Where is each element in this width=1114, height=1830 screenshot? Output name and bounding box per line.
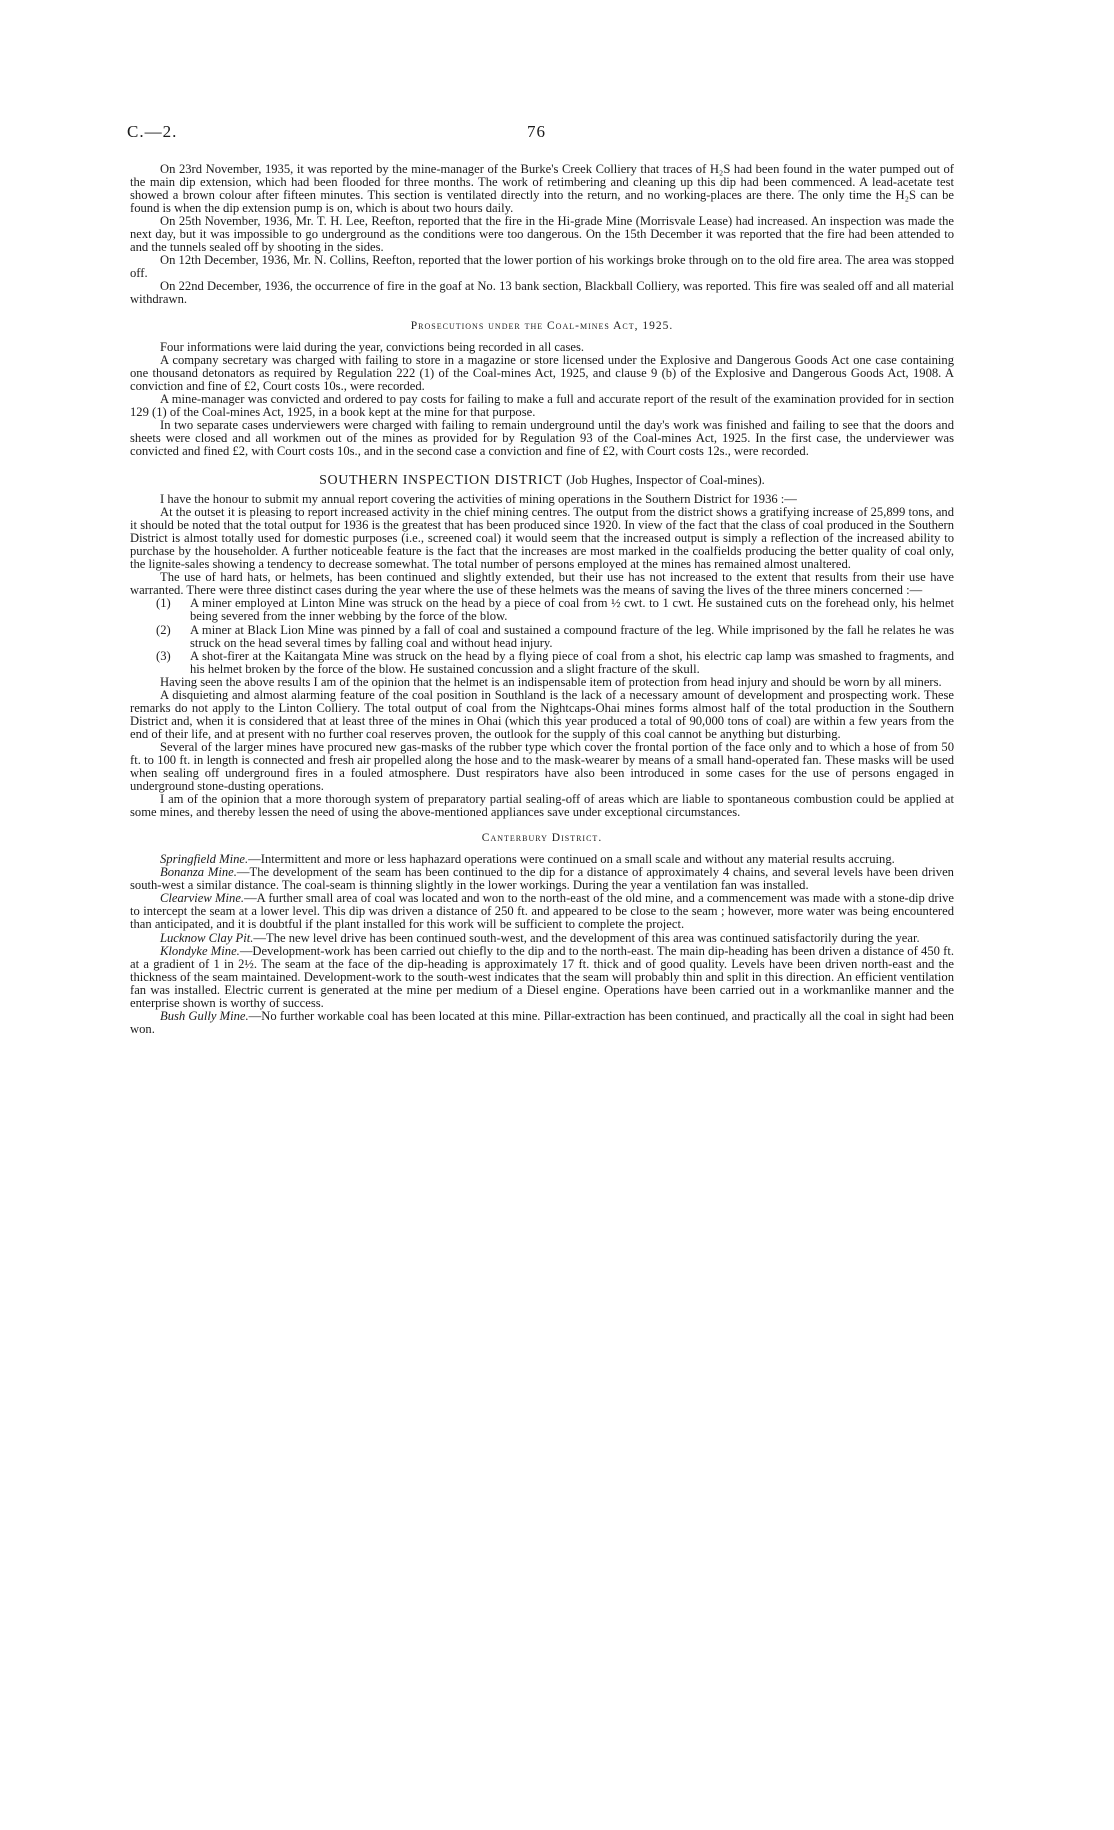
page-number: 76 bbox=[527, 122, 546, 141]
mine-report bbox=[130, 1010, 954, 1036]
paragraph: At the outset it is pleasing to report increased activity in the chief mining centres. The output from the district shows a gratifying increase of 25,899 tons, and it should be noted that the total output for 1936 is the greatest that has been produced since 1920. In view of the fact that the class of coal produced in the Southern District is almost totally used for domestic purposes (i.e., screened coal) it would seem that the increased output is simply a reflection of the increased ability to purchase by the householder. A further noticeable feature is the fact that the increases are most marked in the coalfields producing the better quality of coal only, the lignite-sales showing a tendency to decrease somewhat. The total number of persons employed at the mines has remained almost unaltered. bbox=[130, 505, 954, 572]
numbered-case bbox=[156, 648, 954, 676]
paragraph: I have the honour to submit my annual report covering the activities of mining operations in the Southern District for 1936 :— bbox=[160, 492, 797, 507]
paragraph: Four informations were laid during the year, convictions being recorded in all cases. bbox=[160, 339, 585, 354]
section-heading: Prosecutions under the Coal-mines Act, 1925. bbox=[410, 319, 674, 332]
mine-name: Springfield Mine. bbox=[160, 852, 249, 867]
numbered-case bbox=[156, 622, 954, 650]
mine-report-text: —The new level drive has been continued south-west, and the development of this area was continued satisfactorily during the year. bbox=[253, 930, 920, 945]
document-body bbox=[130, 163, 954, 1036]
paragraph: On 23rd November, 1935, it was reported by the mine-manager of the Burke's Creek Colliery that traces of H₂S had been found in the water pumped out of the main dip extension, which had been flooded for three months. The work of retimbering and cleaning up this dip had been commenced. A lead-acetate test showed a brown colour after fifteen minutes. This section is ventilated directly into the return, and no working-places are there. The only time the H₂S can be found is when the dip extension pump is on, which is about two hours daily. bbox=[130, 162, 954, 216]
case-text: A shot-firer at the Kaitangata Mine was struck on the head by a flying piece of coal from a shot, his electric cap lamp was smashed to fragments, and his helmet broken by the force of the blow. He sustained concussion and a slight fracture of the skull. bbox=[190, 648, 954, 676]
case-text: A miner employed at Linton Mine was struck on the head by a piece of coal from ½ cwt. to 1 cwt. He sustained cuts on the forehead only, his helmet being severed from the inner webbing by the force of the blow. bbox=[190, 596, 954, 624]
mine-report bbox=[130, 866, 954, 892]
paragraph: Several of the larger mines have procured new gas-masks of the rubber type which cover the frontal portion of the face only and to which a hose of from 50 ft. to 100 ft. in length is connected and fresh air propelled along the hose and to the mask-wearer by means of a small hand-operated fan. These masks will be used when sealing off underground fires in a fouled atmosphere. Dust respirators have also been introduced in some cases for the use of persons engaged in underground stone-dusting operations. bbox=[130, 739, 954, 794]
document-reference: C.—2. bbox=[127, 122, 178, 141]
mine-name: Bush Gully Mine. bbox=[160, 1008, 249, 1023]
paragraph: A company secretary was charged with failing to store in a magazine or store licensed under the Explosive and Dangerous Goods Act one case containing one thousand detonators as required by Regulation 222 (1) of the Coal-mines Act, 1925, and clause 9 (b) of the Explosive and Dangerous Goods Act, 1908. A conviction and fine of £2, Court costs 10s., were recorded. bbox=[130, 352, 954, 393]
paragraph: Having seen the above results I am of the opinion that the helmet is an indispensable item of protection from head injury and should be worn by all miners. bbox=[160, 674, 942, 689]
paragraph: In two separate cases underviewers were charged with failing to remain underground until the day's work was finished and failing to see that the doors and sheets were closed and all workmen out of the mines as provided for by Regulation 93 of the Coal-mines Act, 1925. In the first case, the underviewer was convicted and fined £2, with Court costs 10s., and in the second case a conviction and fine of £2, with Court costs 12s., were recorded. bbox=[130, 417, 954, 458]
mine-report bbox=[130, 945, 954, 1010]
case-number: (1) bbox=[156, 596, 171, 611]
paragraph: On 22nd December, 1936, the occurrence of fire in the goaf at No. 13 bank section, Blackball Colliery, was reported. This fire was sealed off and all material withdrawn. bbox=[130, 279, 954, 307]
mine-name: Klondyke Mine. bbox=[160, 943, 240, 958]
mine-report-text: —The development of the seam has been continued to the dip for a distance of approximately 4 chains, and several levels have been driven south-west a similar distance. The coal-seam is thinning slightly in the lower workings. During the year a ventilation fan was installed. bbox=[130, 865, 954, 893]
case-number: (2) bbox=[156, 622, 171, 637]
mine-report bbox=[130, 892, 954, 931]
paragraph: A mine-manager was convicted and ordered to pay costs for failing to make a full and accurate report of the result of the examination provided for in section 129 (1) of the Coal-mines Act, 1925, in a book kept at the mine for that purpose. bbox=[130, 391, 954, 419]
paragraph: A disquieting and almost alarming feature of the coal position in Southland is the lack of a necessary amount of development and prospecting work. These remarks do not apply to the Linton Colliery. The total output of coal from the Nightcaps-Ohai mines forms almost half of the total production in the Southern District and, when it is considered that at least three of the mines in Ohai (which this year produced a total of 90,000 tons of coal) are within a few years from the end of their life, and at present with no further coal reserves proven, the outlook for the supply of this coal cannot be anything but disturbing. bbox=[130, 687, 954, 741]
district-heading bbox=[130, 474, 954, 487]
mine-name: Clearview Mine. bbox=[160, 891, 245, 906]
mine-report-text: —Intermittent and more or less haphazard operations were continued on a small scale and without any material results accruing. bbox=[248, 852, 895, 867]
case-number: (3) bbox=[156, 648, 171, 663]
mine-report-text: —A further small area of coal was located and won to the north-east of the old mine, and a commencement was made with a stone-dip drive to intercept the seam at a lower level. This dip was driven a distance of 250 ft. and appeared to be close to the seam ; however, more water was being encountered than anticipated, and it is doubtful if the plant installed for this work will be sufficient to complete the project. bbox=[130, 891, 954, 932]
mine-name: Lucknow Clay Pit. bbox=[160, 930, 254, 945]
mine-name: Bonanza Mine. bbox=[160, 865, 237, 880]
paragraph: I am of the opinion that a more thorough system of preparatory partial sealing-off of areas which are liable to spontaneous combustion could be applied at some mines, and thereby lessen the need of using the above-mentioned appliances save under exceptional circumstances. bbox=[130, 792, 954, 820]
section-heading: Canterbury District. bbox=[481, 832, 603, 845]
case-text: A miner at Black Lion Mine was pinned by a fall of coal and sustained a compound fracture of the leg. While imprisoned by the fall he relates he was struck on the head several times by falling coal and without head injury. bbox=[190, 622, 954, 650]
numbered-case bbox=[156, 596, 954, 624]
district-title: SOUTHERN INSPECTION DISTRICT bbox=[319, 472, 563, 488]
paragraph: The use of hard hats, or helmets, has been continued and slightly extended, but their use has not increased to the extent that results from their use have warranted. There were three distinct cases during the year where the use of these helmets was the means of saving the lives of the three miners concerned :— bbox=[130, 570, 954, 598]
paragraph: On 12th December, 1936, Mr. N. Collins, Reefton, reported that the lower portion of his workings broke through on to the old fire area. The area was stopped off. bbox=[130, 253, 954, 281]
mine-report-text: —Development-work has been carried out chiefly to the dip and to the north-east. The main dip-heading has been driven a distance of 450 ft. at a gradient of 1 in 2½. The seam at the face of the dip-heading is approximately 17 ft. thick and of good quality. Levels have been driven north-east and the thickness of the seam maintained. Development-work to the south-west indicates that the seam will probably thin and split in this direction. An efficient ventilation fan was installed. Electric current is generated at the mine per medium of a Diesel engine. Operations have been carried out in a workmanlike manner and the enterprise shown is worthy of success. bbox=[130, 943, 955, 1010]
paragraph: On 25th November, 1936, Mr. T. H. Lee, Reefton, reported that the fire in the Hi-grade Mine (Morrisvale Lease) had increased. An inspection was made the next day, but it was impossible to go underground as the conditions were too dangerous. On the 15th December it was reported that the fire had been attended to and the tunnels sealed off by shooting in the sides. bbox=[130, 214, 954, 255]
inspector-attribution: (Job Hughes, Inspector of Coal-mines). bbox=[566, 472, 765, 487]
running-head bbox=[127, 122, 987, 144]
mine-report-text: —No further workable coal has been located at this mine. Pillar-extraction has been continued, and practically all the coal in sight had been won. bbox=[130, 1008, 954, 1036]
